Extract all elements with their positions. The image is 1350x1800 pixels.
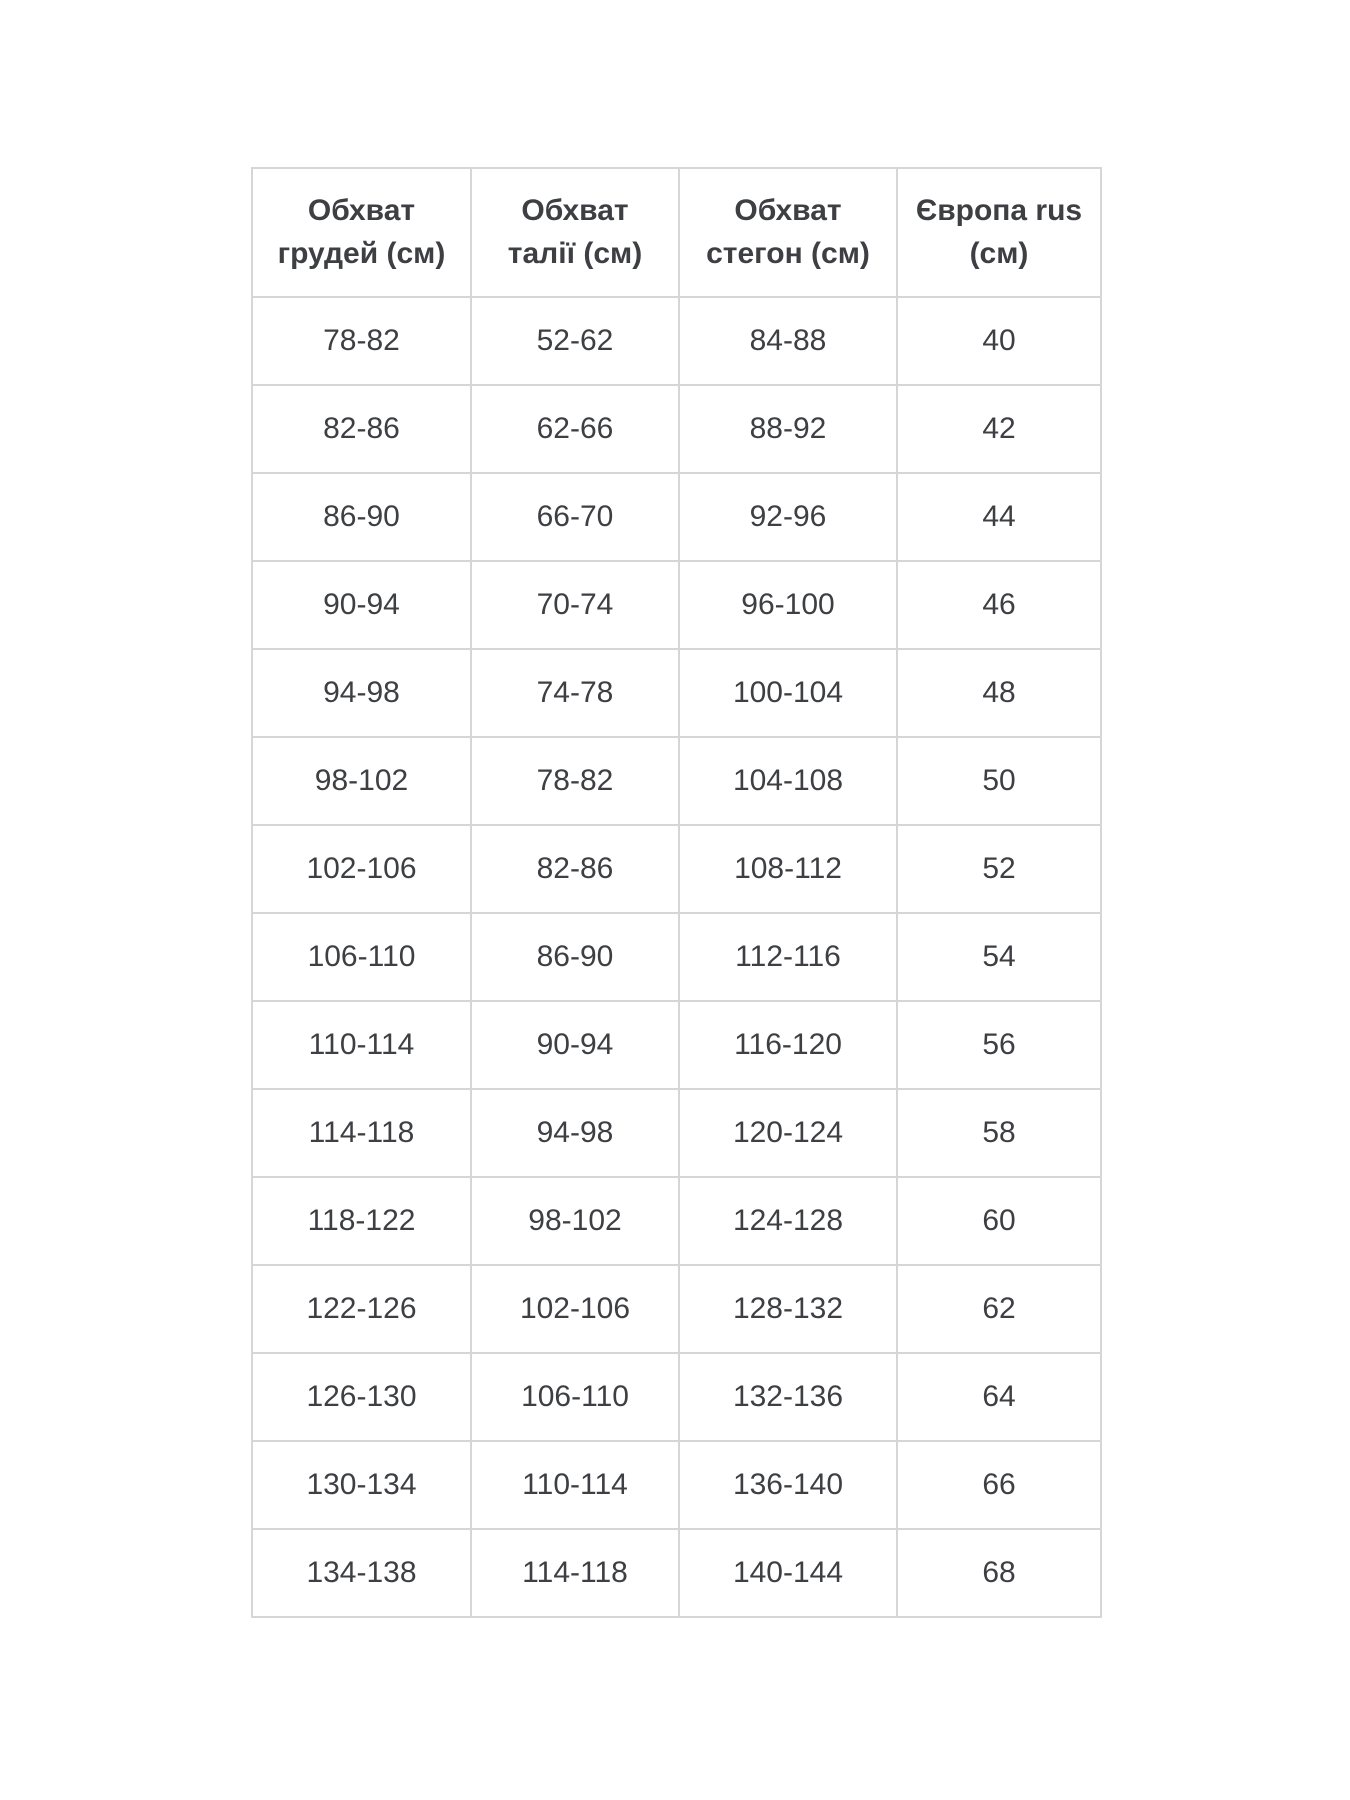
table-cell: 64: [897, 1353, 1101, 1441]
table-cell: 102-106: [252, 825, 471, 913]
table-cell: 114-118: [471, 1529, 679, 1617]
table-cell: 84-88: [679, 297, 897, 385]
table-cell: 86-90: [471, 913, 679, 1001]
table-cell: 82-86: [252, 385, 471, 473]
table-cell: 124-128: [679, 1177, 897, 1265]
table-cell: 48: [897, 649, 1101, 737]
table-row: [252, 385, 1101, 473]
table-cell: 106-110: [471, 1353, 679, 1441]
table-cell: 106-110: [252, 913, 471, 1001]
table-row: [252, 1001, 1101, 1089]
table-cell: 40: [897, 297, 1101, 385]
table-cell: 94-98: [471, 1089, 679, 1177]
table-row: [252, 1441, 1101, 1529]
table-cell: 78-82: [471, 737, 679, 825]
table-cell: 116-120: [679, 1001, 897, 1089]
table-cell: 78-82: [252, 297, 471, 385]
table-cell: 52-62: [471, 297, 679, 385]
column-header: Обхват грудей (см): [252, 168, 471, 297]
table-cell: 90-94: [252, 561, 471, 649]
table-cell: 110-114: [252, 1001, 471, 1089]
table-row: [252, 297, 1101, 385]
table-cell: 136-140: [679, 1441, 897, 1529]
table-cell: 50: [897, 737, 1101, 825]
table-cell: 120-124: [679, 1089, 897, 1177]
table-cell: 54: [897, 913, 1101, 1001]
table-cell: 62: [897, 1265, 1101, 1353]
table-row: [252, 737, 1101, 825]
table-cell: 98-102: [471, 1177, 679, 1265]
table-cell: 140-144: [679, 1529, 897, 1617]
table-cell: 134-138: [252, 1529, 471, 1617]
table-cell: 52: [897, 825, 1101, 913]
table-cell: 126-130: [252, 1353, 471, 1441]
table-cell: 74-78: [471, 649, 679, 737]
table-cell: 130-134: [252, 1441, 471, 1529]
table-body: [252, 297, 1101, 1617]
table-cell: 110-114: [471, 1441, 679, 1529]
table-cell: 118-122: [252, 1177, 471, 1265]
table-cell: 112-116: [679, 913, 897, 1001]
table-cell: 100-104: [679, 649, 897, 737]
table-cell: 46: [897, 561, 1101, 649]
table-cell: 94-98: [252, 649, 471, 737]
table-row: [252, 649, 1101, 737]
table-row: [252, 561, 1101, 649]
table-row: [252, 1265, 1101, 1353]
column-header: Обхват стегон (см): [679, 168, 897, 297]
table-row: [252, 913, 1101, 1001]
table-cell: 128-132: [679, 1265, 897, 1353]
table-cell: 70-74: [471, 561, 679, 649]
table-cell: 92-96: [679, 473, 897, 561]
table-cell: 58: [897, 1089, 1101, 1177]
table-cell: 66-70: [471, 473, 679, 561]
table-cell: 68: [897, 1529, 1101, 1617]
table-cell: 66: [897, 1441, 1101, 1529]
table-cell: 62-66: [471, 385, 679, 473]
table-cell: 56: [897, 1001, 1101, 1089]
table-cell: 104-108: [679, 737, 897, 825]
table-cell: 42: [897, 385, 1101, 473]
table-cell: 90-94: [471, 1001, 679, 1089]
table-row: [252, 1089, 1101, 1177]
size-chart-container: [251, 167, 1102, 1618]
table-head: [252, 168, 1101, 297]
table-cell: 122-126: [252, 1265, 471, 1353]
table-cell: 98-102: [252, 737, 471, 825]
table-cell: 82-86: [471, 825, 679, 913]
table-row: [252, 1353, 1101, 1441]
table-row: [252, 825, 1101, 913]
column-header: Обхват талії (см): [471, 168, 679, 297]
table-cell: 102-106: [471, 1265, 679, 1353]
column-header: Європа rus (см): [897, 168, 1101, 297]
table-cell: 88-92: [679, 385, 897, 473]
table-cell: 108-112: [679, 825, 897, 913]
header-row: [252, 168, 1101, 297]
table-cell: 96-100: [679, 561, 897, 649]
table-cell: 114-118: [252, 1089, 471, 1177]
table-row: [252, 473, 1101, 561]
size-chart-table: [251, 167, 1102, 1618]
table-row: [252, 1177, 1101, 1265]
table-row: [252, 1529, 1101, 1617]
table-cell: 60: [897, 1177, 1101, 1265]
table-cell: 86-90: [252, 473, 471, 561]
table-cell: 44: [897, 473, 1101, 561]
table-cell: 132-136: [679, 1353, 897, 1441]
